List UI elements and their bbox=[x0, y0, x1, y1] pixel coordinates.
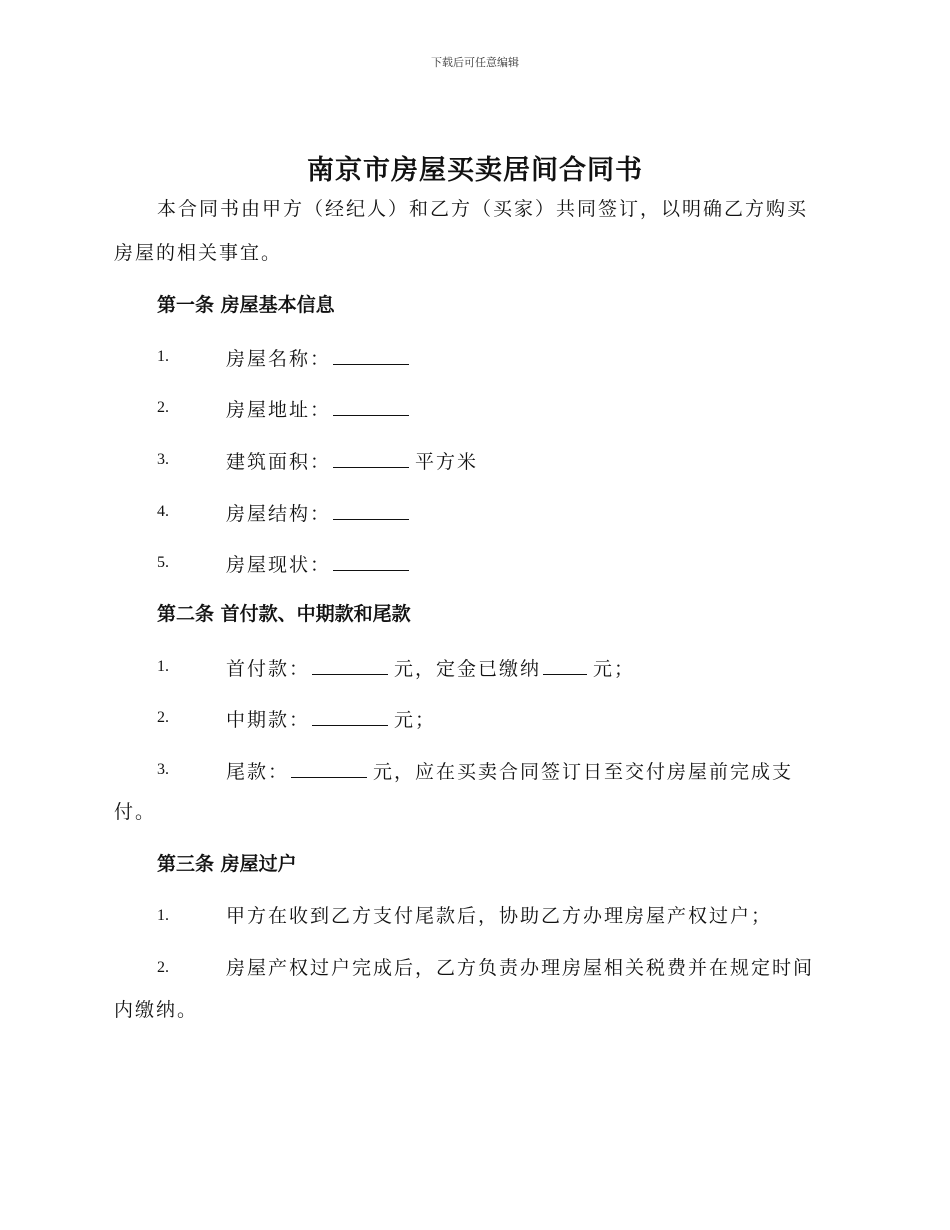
list-item bbox=[226, 759, 793, 783]
field-suffix: 元，应在买卖合同签订日至交付房屋前完成支 bbox=[373, 761, 794, 783]
list-item: 甲方在收到乙方支付尾款后，协助乙方办理房屋产权过户； bbox=[226, 905, 773, 927]
field-label: 中期款： bbox=[226, 709, 311, 731]
field-label: 房屋现状： bbox=[226, 554, 332, 576]
blank-line bbox=[333, 346, 409, 365]
field-label: 房屋地址： bbox=[226, 399, 332, 421]
field-label: 尾款： bbox=[226, 761, 290, 783]
header-note: 下载后可任意编辑 bbox=[431, 56, 519, 69]
blank-line bbox=[333, 449, 409, 468]
field-suffix: 元； bbox=[593, 658, 636, 680]
list-item-number: 4. bbox=[157, 503, 169, 520]
blank-line bbox=[312, 707, 388, 726]
field-suffix: 平方米 bbox=[415, 451, 479, 473]
document-title: 南京市房屋买卖居间合同书 bbox=[307, 155, 643, 186]
intro-line-2: 房屋的相关事宜。 bbox=[114, 242, 283, 264]
list-item-number: 1. bbox=[157, 658, 169, 675]
blank-line bbox=[333, 501, 409, 520]
list-item-number: 3. bbox=[157, 761, 169, 778]
list-item-continuation: 付。 bbox=[114, 801, 157, 823]
list-item-number: 2. bbox=[157, 399, 169, 416]
list-item: 房屋产权过户完成后，乙方负责办理房屋相关税费并在规定时间 bbox=[226, 957, 815, 979]
field-suffix: 元； bbox=[394, 709, 437, 731]
intro-line-1: 本合同书由甲方（经纪人）和乙方（买家）共同签订，以明确乙方购买 bbox=[157, 198, 809, 220]
list-item bbox=[226, 501, 415, 525]
list-item bbox=[226, 449, 478, 473]
field-mid: 元，定金已缴纳 bbox=[394, 658, 542, 680]
section-3-heading: 第三条 房屋过户 bbox=[157, 853, 297, 875]
list-item-number: 1. bbox=[157, 907, 169, 924]
field-label: 首付款： bbox=[226, 658, 311, 680]
list-item bbox=[226, 656, 635, 680]
blank-line bbox=[312, 656, 388, 675]
blank-line bbox=[543, 656, 587, 675]
list-item-number: 2. bbox=[157, 709, 169, 726]
list-item bbox=[226, 707, 436, 731]
list-item bbox=[226, 346, 415, 370]
list-item bbox=[226, 397, 415, 421]
blank-line bbox=[333, 552, 409, 571]
field-label: 房屋结构： bbox=[226, 503, 332, 525]
blank-line bbox=[333, 397, 409, 416]
field-label: 房屋名称： bbox=[226, 348, 332, 370]
list-item-number: 5. bbox=[157, 554, 169, 571]
list-item bbox=[226, 552, 415, 576]
blank-line bbox=[291, 759, 367, 778]
list-item-number: 3. bbox=[157, 451, 169, 468]
list-item-number: 2. bbox=[157, 959, 169, 976]
list-item-number: 1. bbox=[157, 348, 169, 365]
field-label: 建筑面积： bbox=[226, 451, 332, 473]
section-2-heading: 第二条 首付款、中期款和尾款 bbox=[157, 603, 411, 625]
list-item-continuation: 内缴纳。 bbox=[114, 999, 199, 1021]
section-1-heading: 第一条 房屋基本信息 bbox=[157, 294, 335, 316]
